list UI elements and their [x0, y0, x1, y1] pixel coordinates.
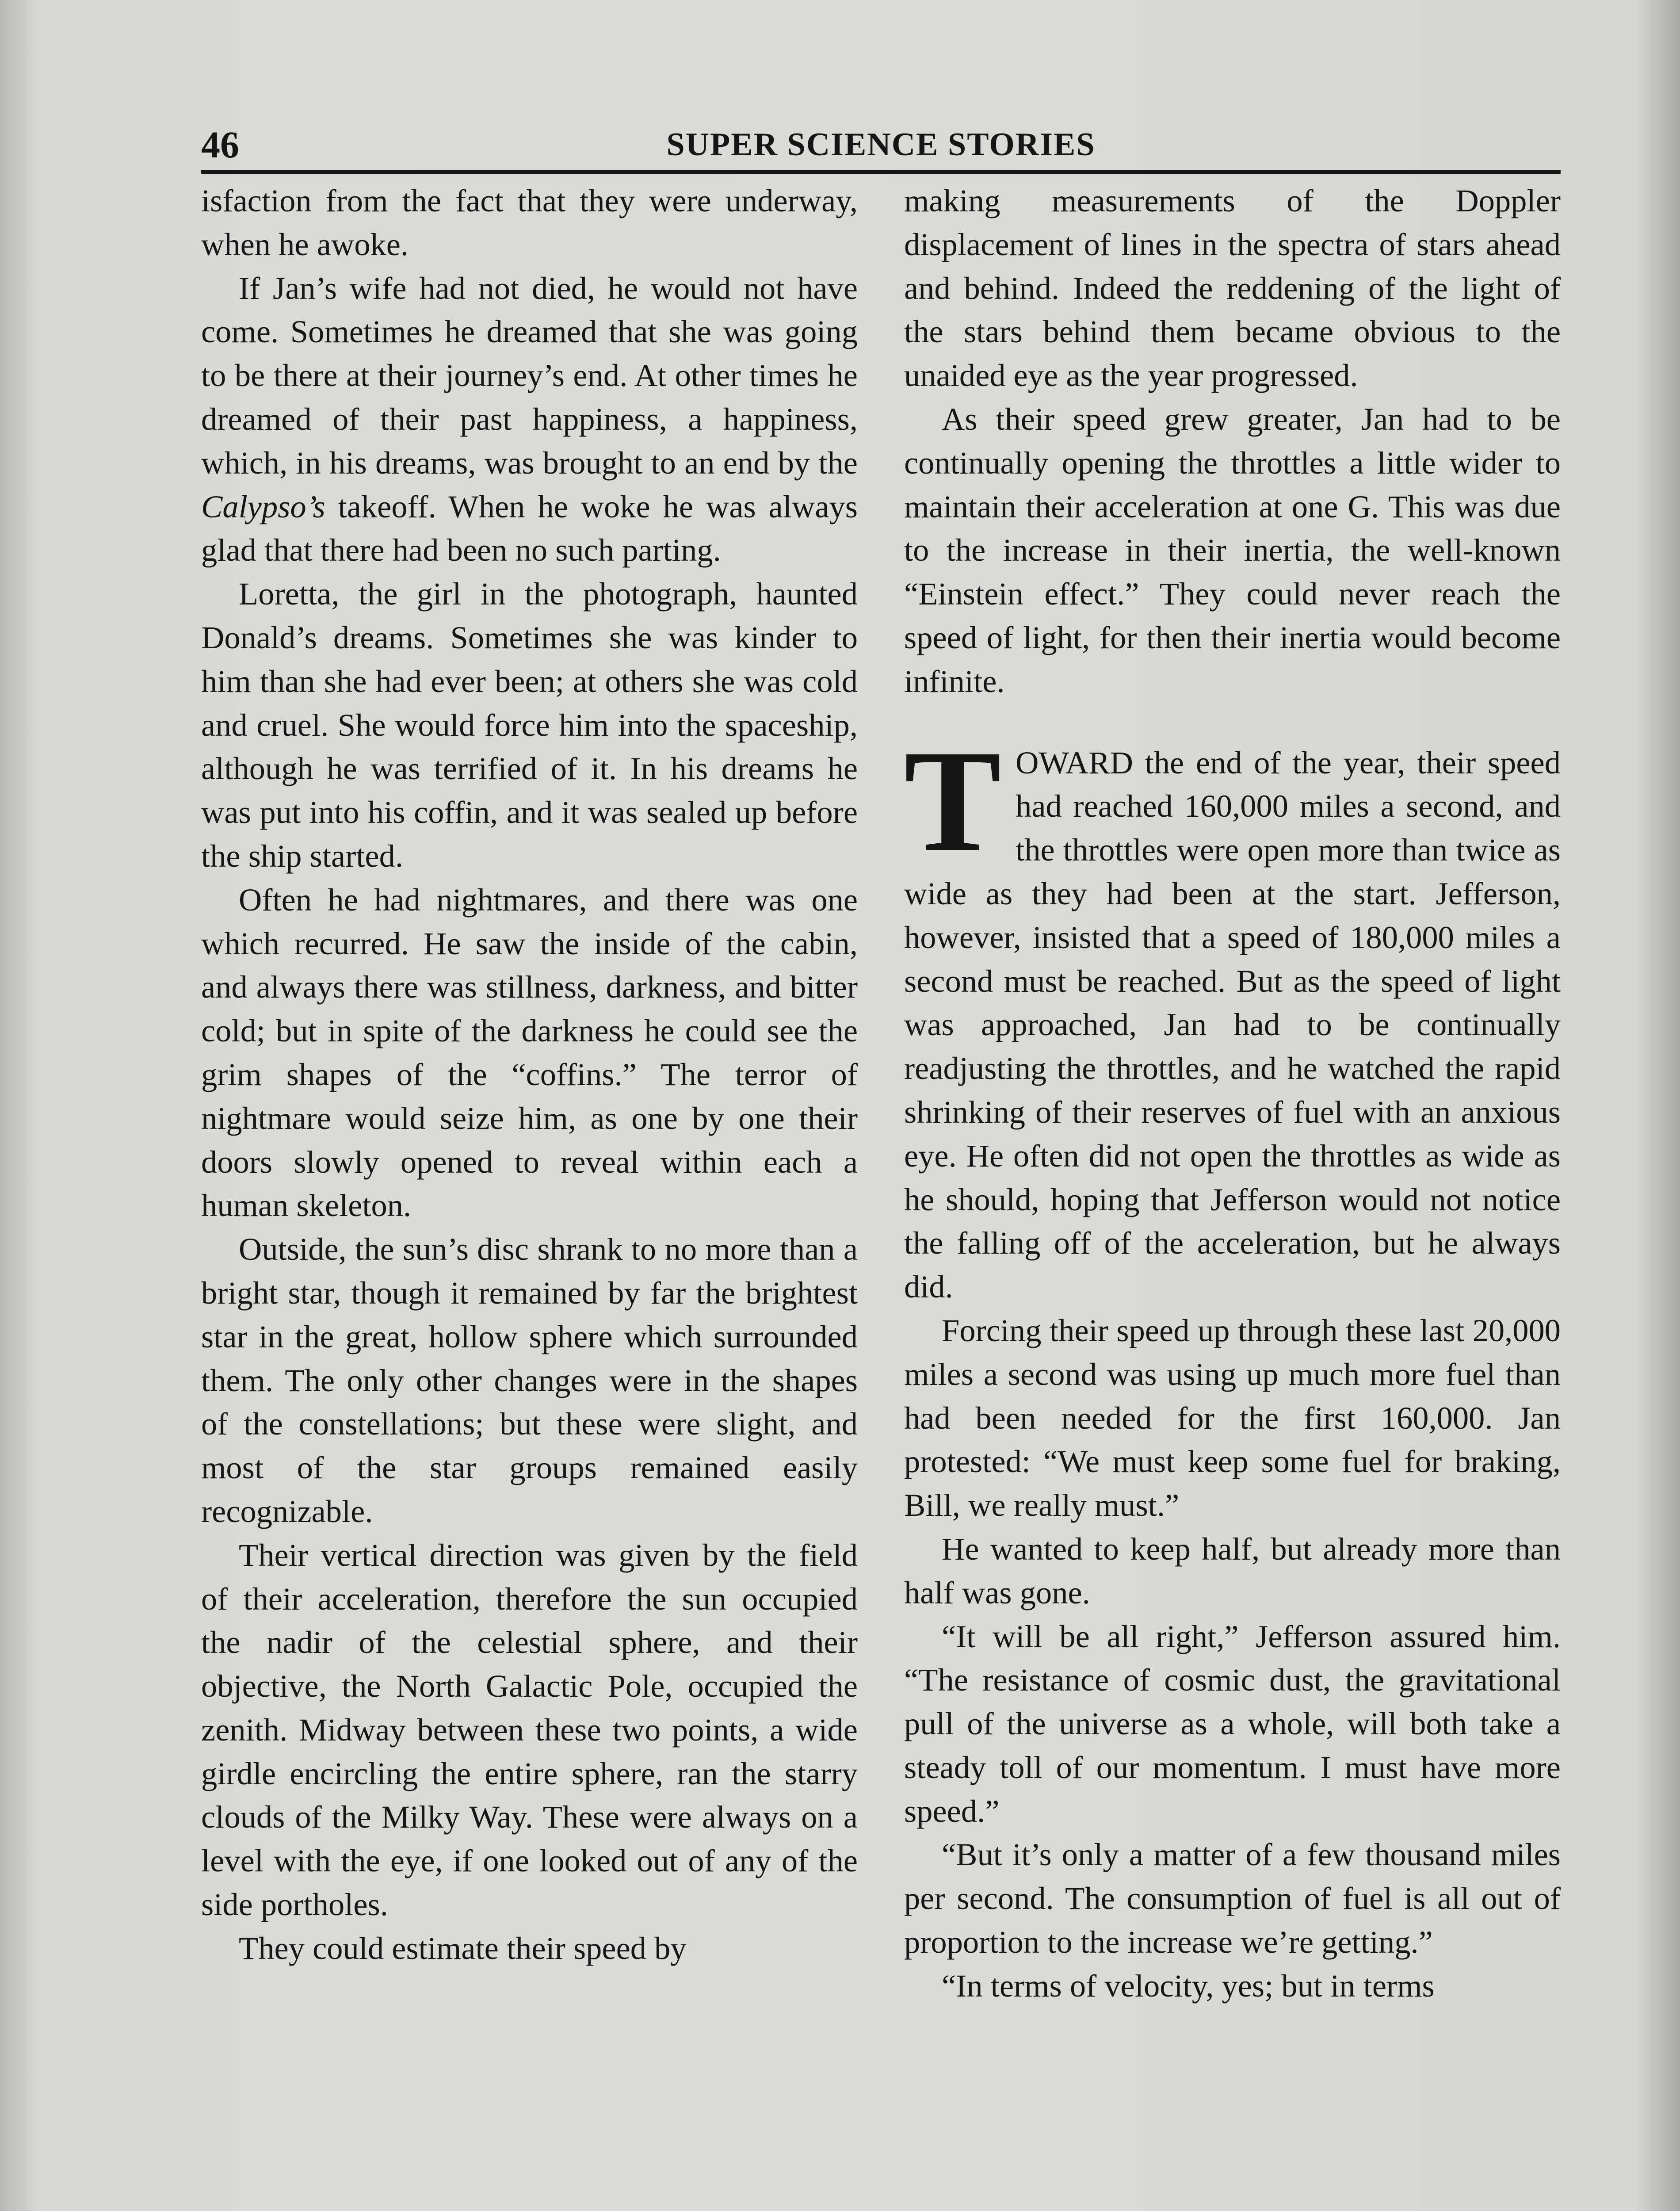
page-number: 46	[201, 123, 239, 166]
page-header	[201, 120, 1561, 169]
paragraph: Their vertical direction was given by the field of their acceleration, therefore the sun occupied the nadir of the celestial sphere, and their objective, the North Galactic Pole, occupied the zenith. Midway between these two points, a wide girdle encircling the entire sphere, ran the starry clouds of the Milky Way. These were always on a level with the eye, if one looked out of any of the side portholes.	[201, 1537, 858, 1923]
paragraph: Forcing their speed up through these last 20,000 miles a second was using up much more fuel than had been needed for the first 160,000. Jan protested: “We must keep some fuel for braking, Bill, we really must.”	[904, 1312, 1561, 1523]
paragraph: isfaction from the fact that they were underway, when he awoke.	[201, 183, 858, 262]
paragraph: They could estimate their speed by	[239, 1930, 687, 1966]
paragraph: Outside, the sun’s disc shrank to no more than a bright star, though it remained by far the brightest star in the great, hollow sphere which surrounded them. The only other changes were in the shapes of the constellations; but these were slight, and most of the star groups remained easily recognizable.	[201, 1231, 858, 1529]
paragraph: “It will be all right,” Jefferson assured him. “The resistance of cosmic dust, the gravitational pull of the universe as a whole, will both take a steady toll of our momentum. I must have more speed.”	[904, 1618, 1561, 1829]
paragraph-text: If Jan’s wife had not died, he would not have come. Sometimes he dreamed that she was going to be there at their journey’s end. At other times he dreamed of their past happiness, a happiness, which, in his dreams, was brought to an end by the	[201, 270, 858, 481]
left-column	[201, 179, 858, 1970]
paragraph: Loretta, the girl in the photograph, haunted Donald’s dreams. Sometimes she was kinder to him than she had ever been; at others she was cold and cruel. She would force him into the spaceship, although he was terrified of it. In his dreams he was put into his coffin, and it was sealed up before the ship started.	[201, 576, 858, 874]
paragraph: making measurements of the Doppler displacement of lines in the spectra of stars ahead and behind. Indeed the reddening of the light of the stars behind them became obvious to the unaided eye as the year progressed.	[904, 183, 1561, 394]
section-paragraph	[904, 720, 1561, 1309]
paragraph: He wanted to keep half, but already more than half was gone.	[904, 1530, 1561, 1610]
drop-cap: T	[904, 720, 1002, 882]
paragraph: As their speed grew greater, Jan had to be continually opening the throttles a little wider to maintain their acceleration at one G. This was due to the increase in their inertia, the well-known “Einstein effect.” They could never reach the speed of light, for then their inertia would become infinite.	[904, 401, 1561, 699]
ship-name: Calypso’s	[201, 488, 325, 524]
running-head: SUPER SCIENCE STORIES	[666, 126, 1096, 163]
paragraph: Often he had nightmares, and there was one which recurred. He saw the inside of the cabin, and always there was stillness, darkness, and bitter cold; but in spite of the darkness he could see the grim shapes of the “coffins.” The terror of nightmare would seize him, as one by one their doors slowly opened to reveal within each a human skeleton.	[201, 881, 858, 1224]
paragraph	[201, 267, 858, 573]
header-rule	[201, 170, 1561, 174]
right-column	[904, 179, 1561, 2008]
paragraph-text: takeoff. When he woke he was always glad that there had been no such parting.	[201, 488, 858, 568]
paragraph: “But it’s only a matter of a few thousand miles per second. The consumption of fuel is all out of proportion to the increase we’re getting.”	[904, 1836, 1561, 1960]
paragraph-text: OWARD the end of the year, their speed had reached 160,000 miles a second, and the throttles were open more than twice as wide as they had been at the start. Jefferson, however, insisted that a speed of 180,000 miles a second must be reached. But as the speed of light was approached, Jan had to be continually readjusting the throttles, and he watched the rapid shrinking of their reserves of fuel with an anxious eye. He often did not open the throttles as wide as he should, hoping that Jefferson would not notice the falling off of the acceleration, but he always did.	[904, 744, 1561, 1305]
paragraph: “In terms of velocity, yes; but in terms	[942, 1967, 1435, 2004]
